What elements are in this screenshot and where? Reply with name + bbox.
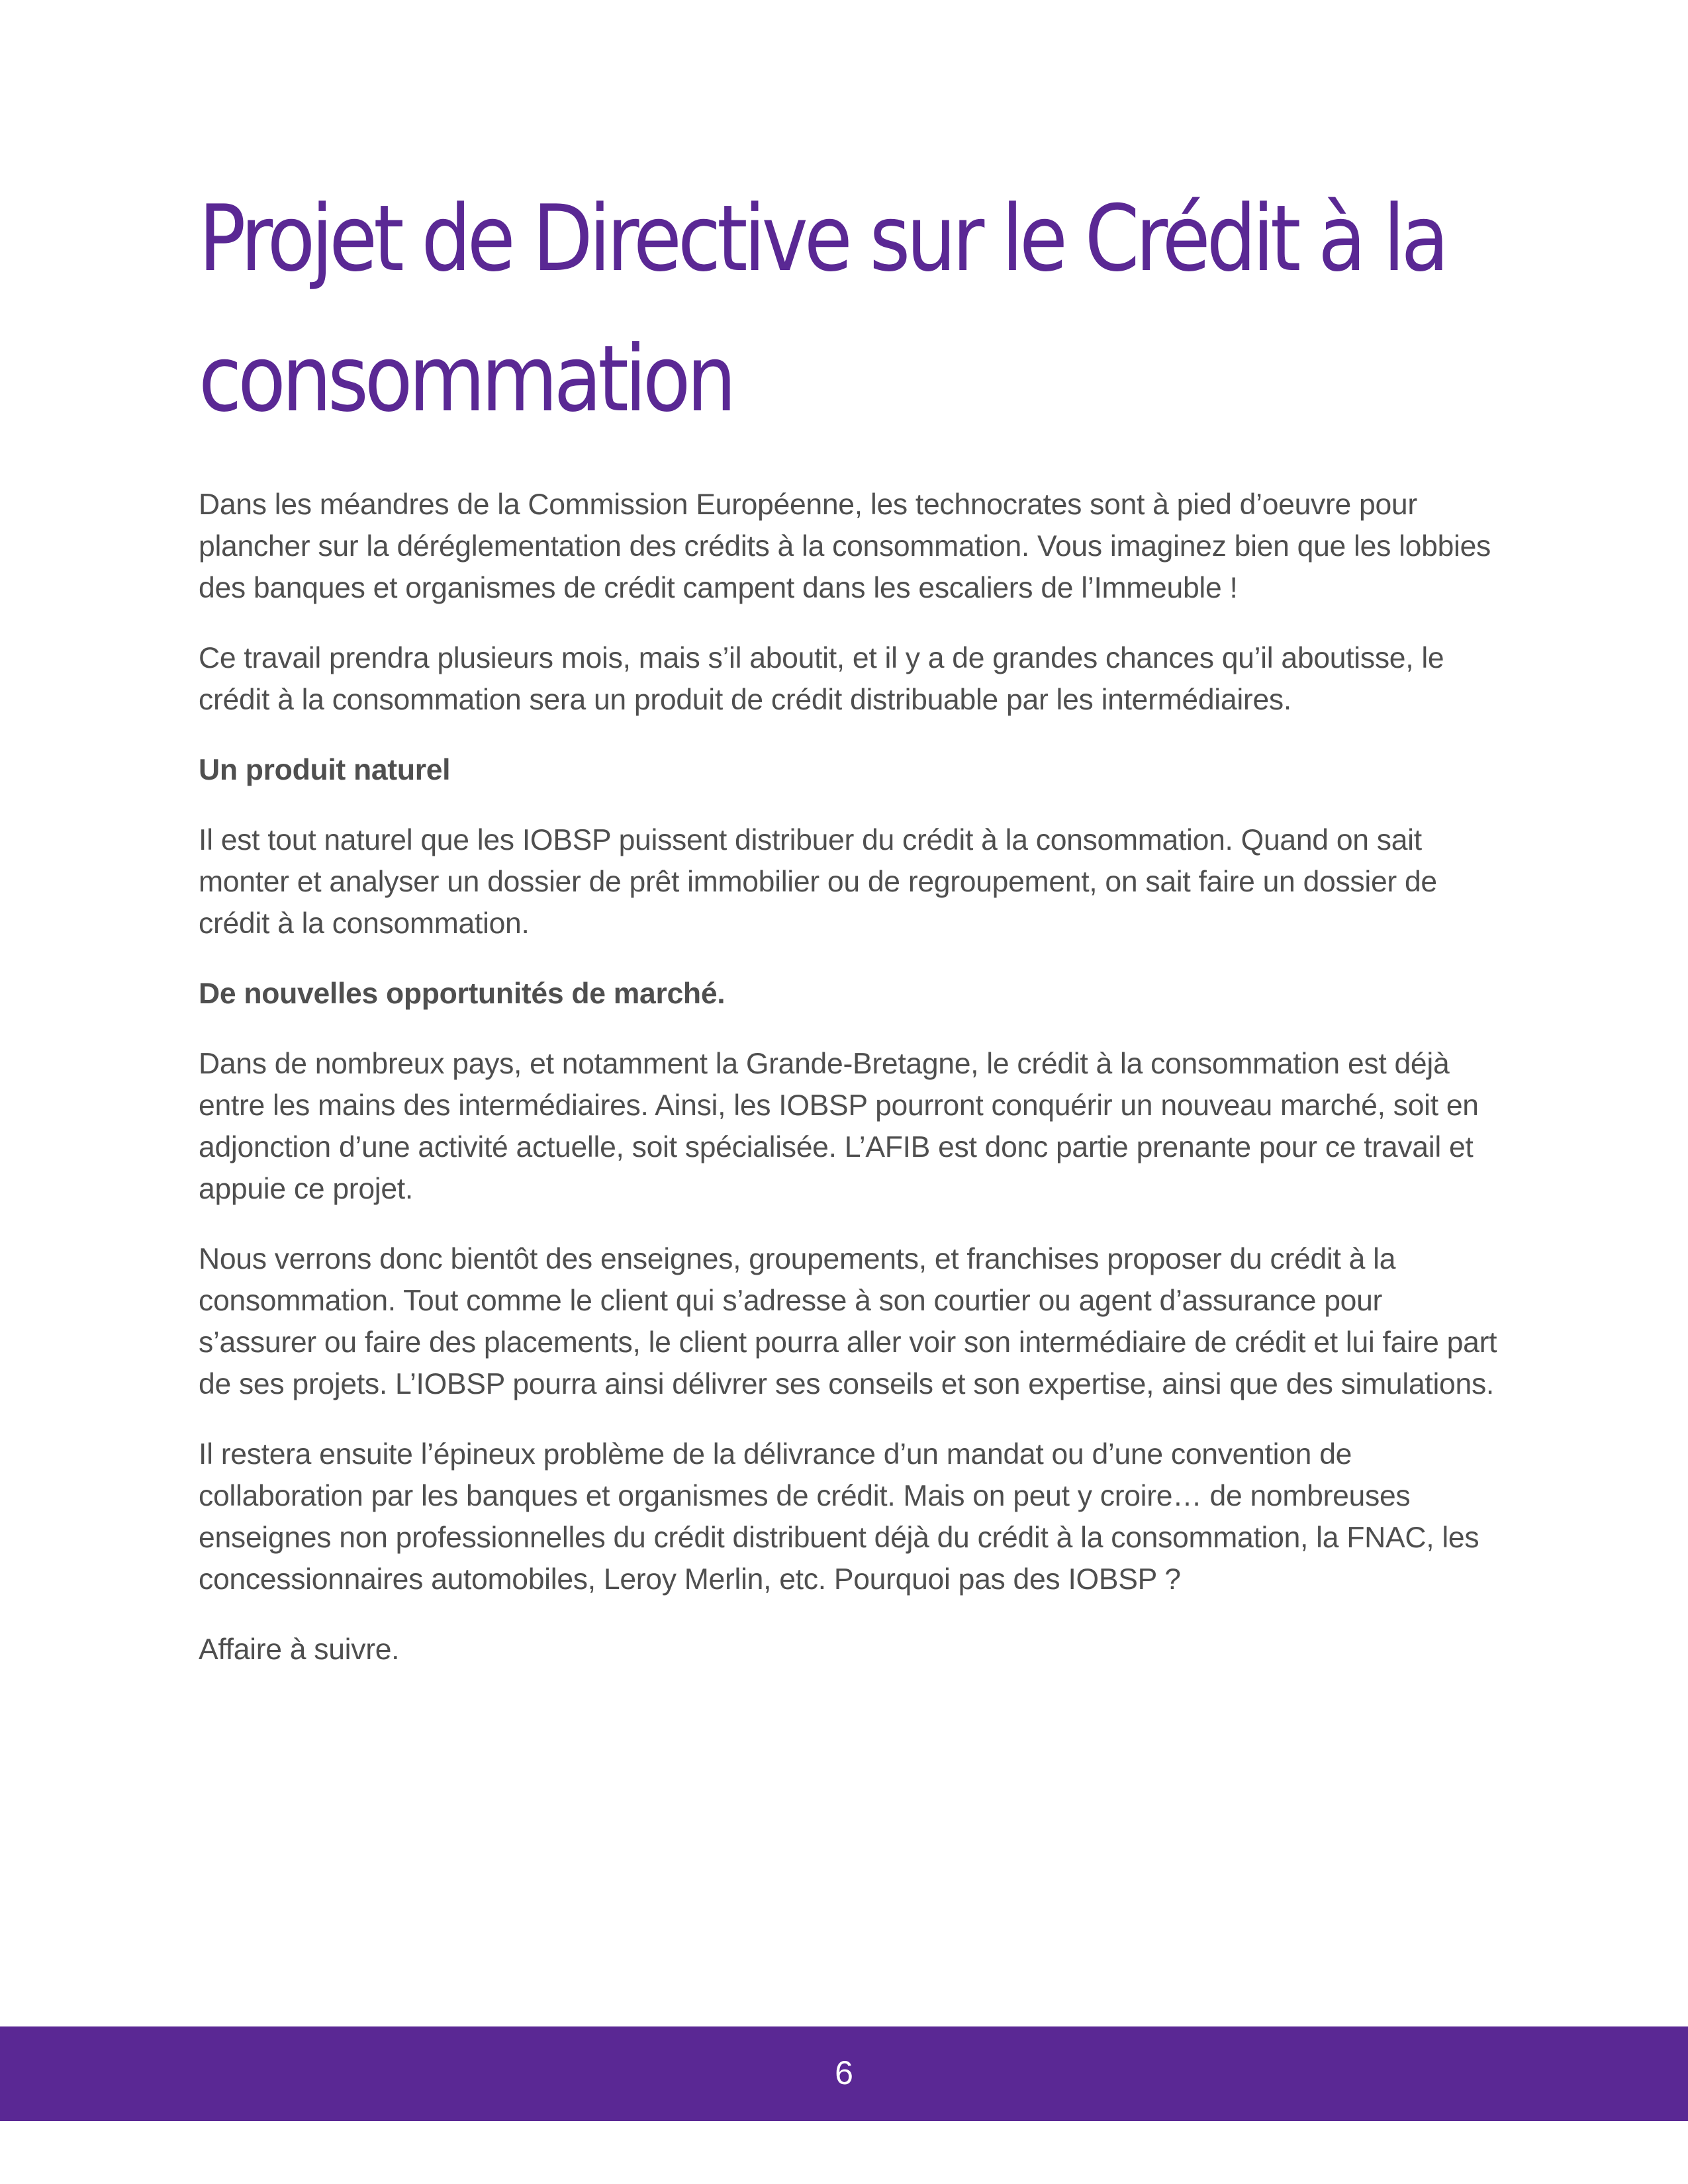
paragraph-mandate-problem: Il restera ensuite l’épineux problème de la délivrance d’un mandat ou d’une convention de collaboration par les banques et organismes de crédit. Mais on peut y croire… de nombreuses enseignes non professionnelles du crédit distribuent déjà du crédit à la consommation, la FNAC, les concessionnaires automobiles, Leroy Merlin, etc. Pourquoi pas des IOBSP ? bbox=[199, 1438, 1479, 1596]
page-number: 6 bbox=[835, 2054, 853, 2091]
paragraph-franchises: Nous verrons donc bientôt des enseignes, groupements, et franchises proposer du crédit à la consommation. Tout comme le client qui s’adresse à son courtier ou agent d’assurance pour s’assurer ou faire des placements, le client pourra aller voir son intermédiaire de crédit et lui faire part de ses projets. L’IOBSP pourra ainsi délivrer ses conseils et son expertise, ainsi que des simulations. bbox=[199, 1243, 1497, 1400]
paragraph-natural-product: Il est tout naturel que les IOBSP puissent distribuer du crédit à la consommation. Quand on sait monter et analyser un dossier de prêt immobilier ou de regroupement, on sait faire un dossier de crédit à la consommation. bbox=[199, 824, 1437, 940]
page-title: Projet de Directive sur le Crédit à la consommation bbox=[199, 185, 1446, 432]
section-heading-market-opportunities: De nouvelles opportunités de marché. bbox=[199, 978, 726, 1010]
paragraph-market-countries: Dans de nombreux pays, et notamment la Grande-Bretagne, le crédit à la consommation est déjà entre les mains des intermédiaires. Ainsi, les IOBSP pourront conquérir un nouveau marché, soit en adjonction d’une activité actuelle, soit spécialisée. L’AFIB est donc partie prenante pour ce travail et appuie ce projet. bbox=[199, 1048, 1479, 1205]
section-heading-natural-product: Un produit naturel bbox=[199, 754, 451, 786]
paragraph-intro: Dans les méandres de la Commission Européenne, les technocrates sont à pied d’oeuvre pour plancher sur la déréglementation des crédits à la consommation. Vous imaginez bien que les lobbies des banques et organismes de crédit campent dans les escaliers de l’Immeuble ! bbox=[199, 488, 1491, 604]
footer-band bbox=[0, 2026, 1688, 2121]
paragraph-timeline: Ce travail prendra plusieurs mois, mais s’il aboutit, et il y a de grandes chances qu’il aboutisse, le crédit à la consommation sera un produit de crédit distribuable par les intermédiaires. bbox=[199, 642, 1444, 716]
paragraph-conclusion: Affaire à suivre. bbox=[199, 1633, 400, 1666]
article bbox=[199, 169, 1503, 1699]
